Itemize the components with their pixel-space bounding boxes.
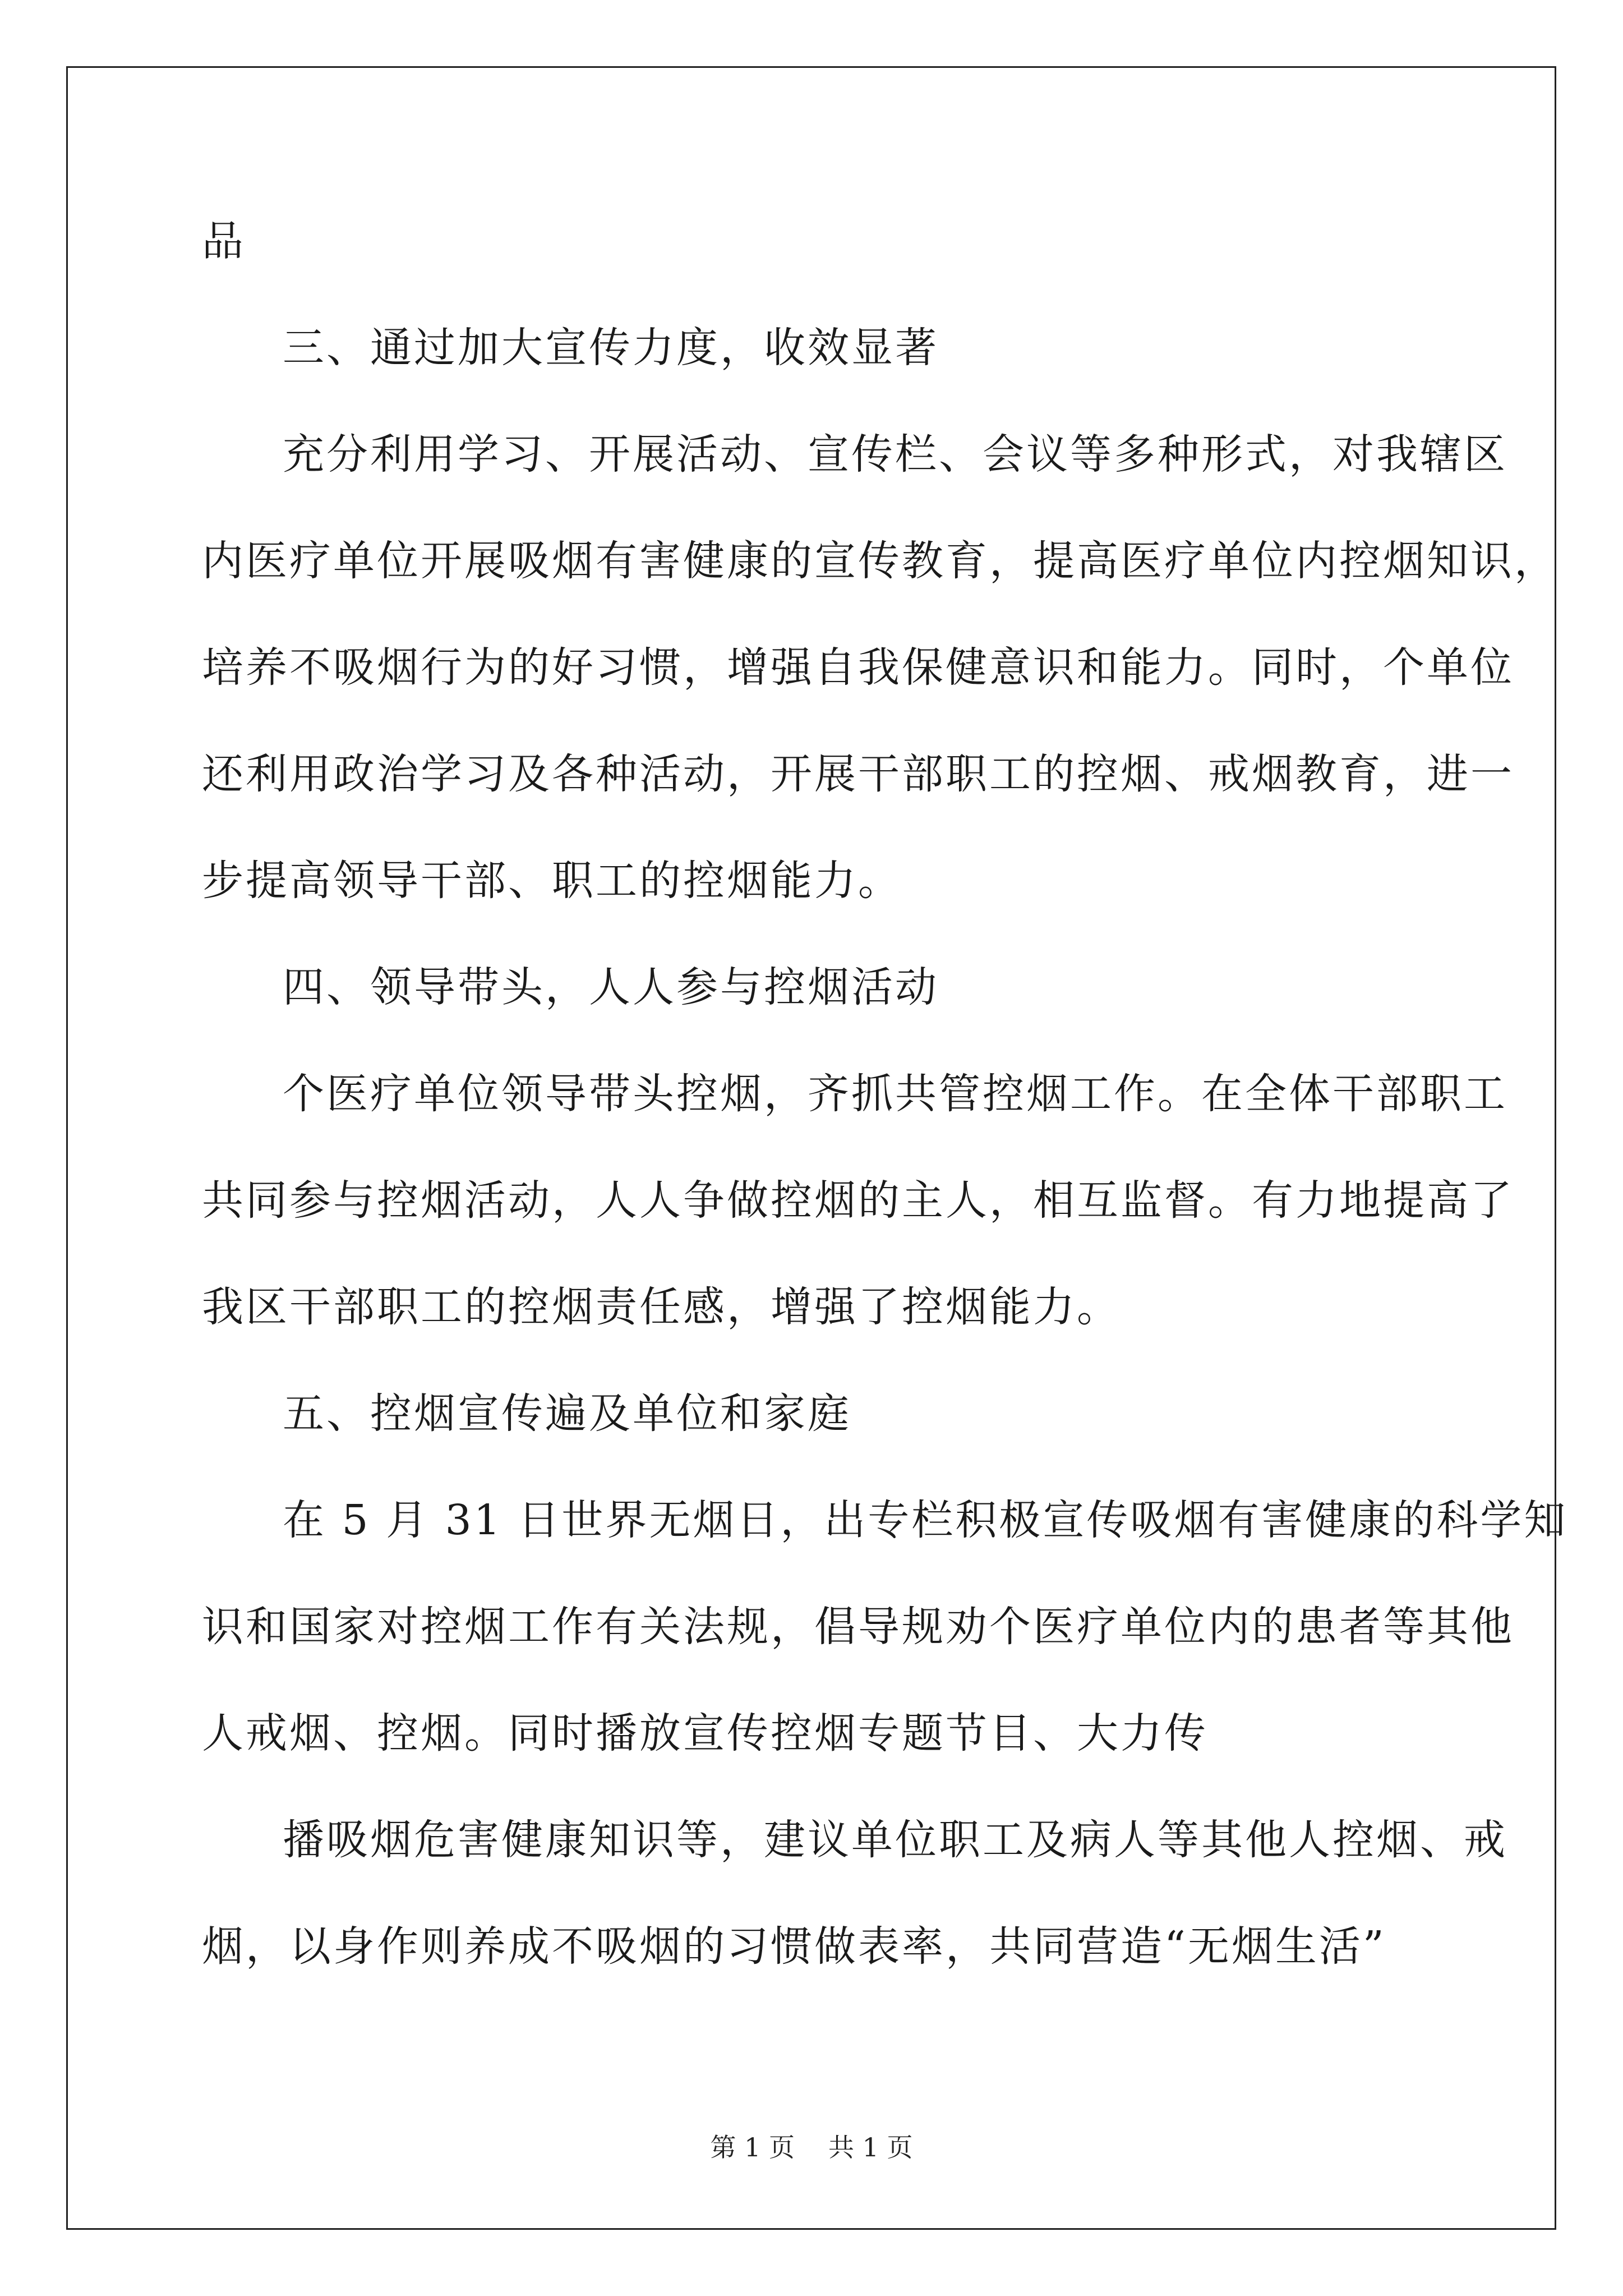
page-footer (0, 2131, 1623, 2164)
text-line: 还利用政治学习及各种活动，开展干部职工的控烟、戒烟教育，进一 (202, 750, 1514, 798)
text-line: 共同参与控烟活动，人人争做控烟的主人，相互监督。有力地提高了 (202, 1176, 1514, 1225)
text-line: 品 (202, 217, 246, 265)
text-line: 个医疗单位领导带头控烟，齐抓共管控烟工作。在全体干部职工 (283, 1070, 1507, 1118)
text-line: 在 5 月 31 日世界无烟日，出专栏积极宣传吸烟有害健康的科学知 (283, 1496, 1568, 1544)
text-line: 播吸烟危害健康知识等，建议单位职工及病人等其他人控烟、戒 (283, 1816, 1507, 1864)
text-line: 人戒烟、控烟。同时播放宣传控烟专题节目、大力传 (202, 1709, 1208, 1757)
section-heading: 五、控烟宣传遍及单位和家庭 (283, 1389, 851, 1438)
section-heading: 四、领导带头，人人参与控烟活动 (283, 963, 939, 1011)
text-line: 培养不吸烟行为的好习惯，增强自我保健意识和能力。同时，个单位 (202, 643, 1514, 692)
text-line: 烟，以身作则养成不吸烟的习惯做表率，共同营造“无烟生活” (202, 1922, 1386, 1971)
text-line: 步提高领导干部、职工的控烟能力。 (202, 857, 902, 905)
text-line: 充分利用学习、开展活动、宣传栏、会议等多种形式，对我辖区 (283, 430, 1507, 478)
text-line: 我区干部职工的控烟责任感，增强了控烟能力。 (202, 1283, 1121, 1331)
text-line: 内医疗单位开展吸烟有害健康的宣传教育，提高医疗单位内控烟知识， (202, 537, 1558, 585)
text-line: 识和国家对控烟工作有关法规，倡导规劝个医疗单位内的患者等其他 (202, 1603, 1514, 1651)
page-number: 第 1 页 (710, 2132, 795, 2162)
page-border (66, 66, 1556, 2230)
page-total: 共 1 页 (828, 2132, 913, 2162)
section-heading: 三、通过加大宣传力度，收效显著 (283, 324, 939, 372)
